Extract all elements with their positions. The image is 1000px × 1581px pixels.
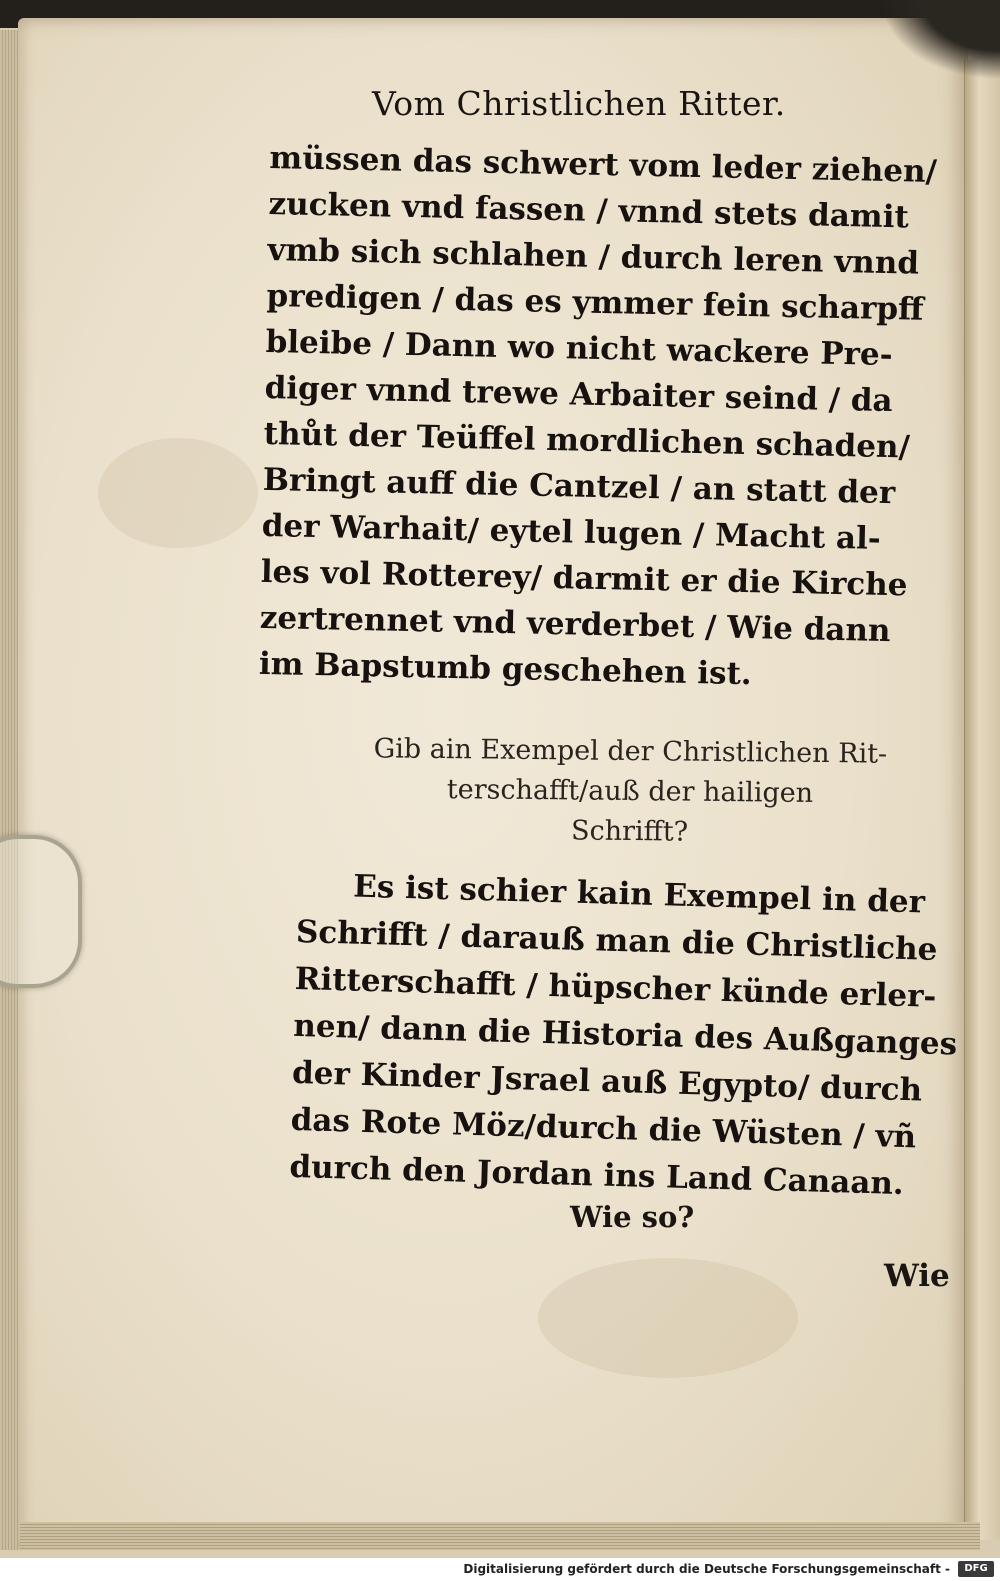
text-line: das Rote Möz/durch die Wüsten / vñ [290,1101,917,1156]
text-line: Ritterschafft / hüpscher künde erler- [294,960,937,1015]
paper-stain [98,438,258,548]
text-line: im Bapstumb geschehen ist. [258,645,753,693]
text-line: les vol Rotterey/ darmit er die Kirche [260,553,908,604]
text-line: thůt der Teüffel mordlichen schaden/ [263,415,911,466]
text-line: zertrennet vnd verderbet / Wie dann [259,599,891,650]
text-line: vmb sich schlahen / durch leren vnnd [267,231,920,282]
funding-credit: Digitalisierung gefördert durch die Deutsche Forschungsgemeinschaft - [463,1562,950,1576]
text-line: nen/ dann die Historia des Außganges [292,1007,958,1063]
paper-stain [538,1258,798,1378]
text-line: Schrifft / darauß man die Christliche [295,913,938,968]
text-line: müssen das schwert vom leder ziehen/ [269,139,938,190]
text-line: bleibe / Dann wo nicht wackere Pre- [265,323,893,374]
text-line: Es ist schier kain Exempel in der [352,868,926,921]
text-line: der Kinder Jsrael auß Egypto/ durch [291,1054,923,1109]
dfg-logo: DFG [958,1561,994,1577]
bottom-page-edges [20,1522,980,1550]
question-line: terschafft/auß der hailigen [446,774,814,809]
closing-question: Wie so? [570,1200,695,1234]
facing-page-edge [964,60,1000,1540]
text-line: Bringt auff die Cantzel / an statt der [262,461,896,512]
text-line: diger vnnd trewe Arbaiter seind / da [264,369,893,420]
main-text-block [258,135,959,701]
question-line: Gib ain Exempel der Christlichen Rit- [373,733,888,770]
clasp-tab [0,835,82,988]
running-head: Vom Christlichen Ritter. [372,84,786,123]
question-line: Schrifft? [570,815,689,848]
question-heading [329,729,930,855]
answer-text-block [289,862,958,1209]
text-line: der Warhait/ eytel lugen / Macht al- [261,507,882,557]
corner-shadow [880,0,1000,80]
catchword: Wie [884,1258,950,1294]
text-line: predigen / das es ymmer fein scharpff [266,277,924,328]
text-line: zucken vnd fassen / vnnd stets damit [268,185,910,236]
text-line: durch den Jordan ins Land Canaan. [288,1148,905,1203]
footer-bar [0,1558,1000,1581]
